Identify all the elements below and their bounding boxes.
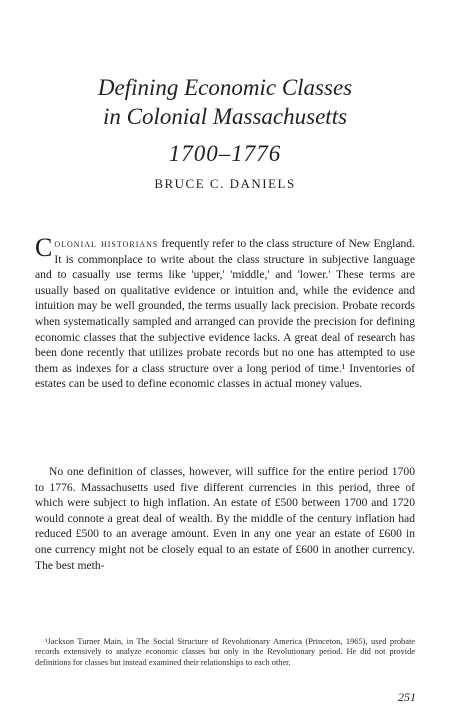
- article-title-years: 1700–1776: [168, 141, 282, 166]
- paragraph-2: No one definition of classes, however, will suffice for the entire period 1700 to 1776. Massachusetts used five different currencies in this period, three of which were subject to high inflation. An estate of £500 between 1700 and 1720 would connote a great deal of wealth. By the middle of the century inflation had reduced £500 to an average amount. Even in any one year an estate of £600 in one currency might not be closely equal to an estate of £600 in another currency. The best meth-: [35, 465, 415, 572]
- lead-in-small-caps: olonial historians: [54, 237, 159, 250]
- author-name: BRUCE C. DANIELS: [154, 176, 296, 191]
- article-title-line-2: in Colonial Massachusetts: [102, 104, 348, 129]
- page-number: 251: [398, 690, 416, 704]
- article-title-line-1: Defining Economic Classes: [97, 75, 353, 100]
- drop-cap: C: [35, 233, 53, 262]
- paragraph-1: [35, 233, 416, 392]
- paragraph-1-text: frequently refer to the class structure of New England. It is commonplace to write about the class structure in subjective language and to casually use terms like 'upper,' 'middle,' and 'lower.' These terms are usually based on qualitative evidence or intuition and, while the evidence and intuition may be well grounded, the terms usually lack precision. Probate records when systematically sampled and arranged can provide the precision for defining economic classes that the subjective evidence lacks. A great deal of research has been done recently that utilizes probate records but no one has attempted to use them as indexes for a class structure over a long period of time.¹ Inventories of estates can be used to define economic classes in actual money values.: [35, 237, 416, 391]
- footnote: ¹Jackson Turner Main, in The Social Structure of Revolutionary America (Princeton, 1965), used probate records extensively to analyze economic classes but only in the Revolutionary period. He did not provide definitions for classes but instead examined their relationships to each other.: [35, 637, 415, 667]
